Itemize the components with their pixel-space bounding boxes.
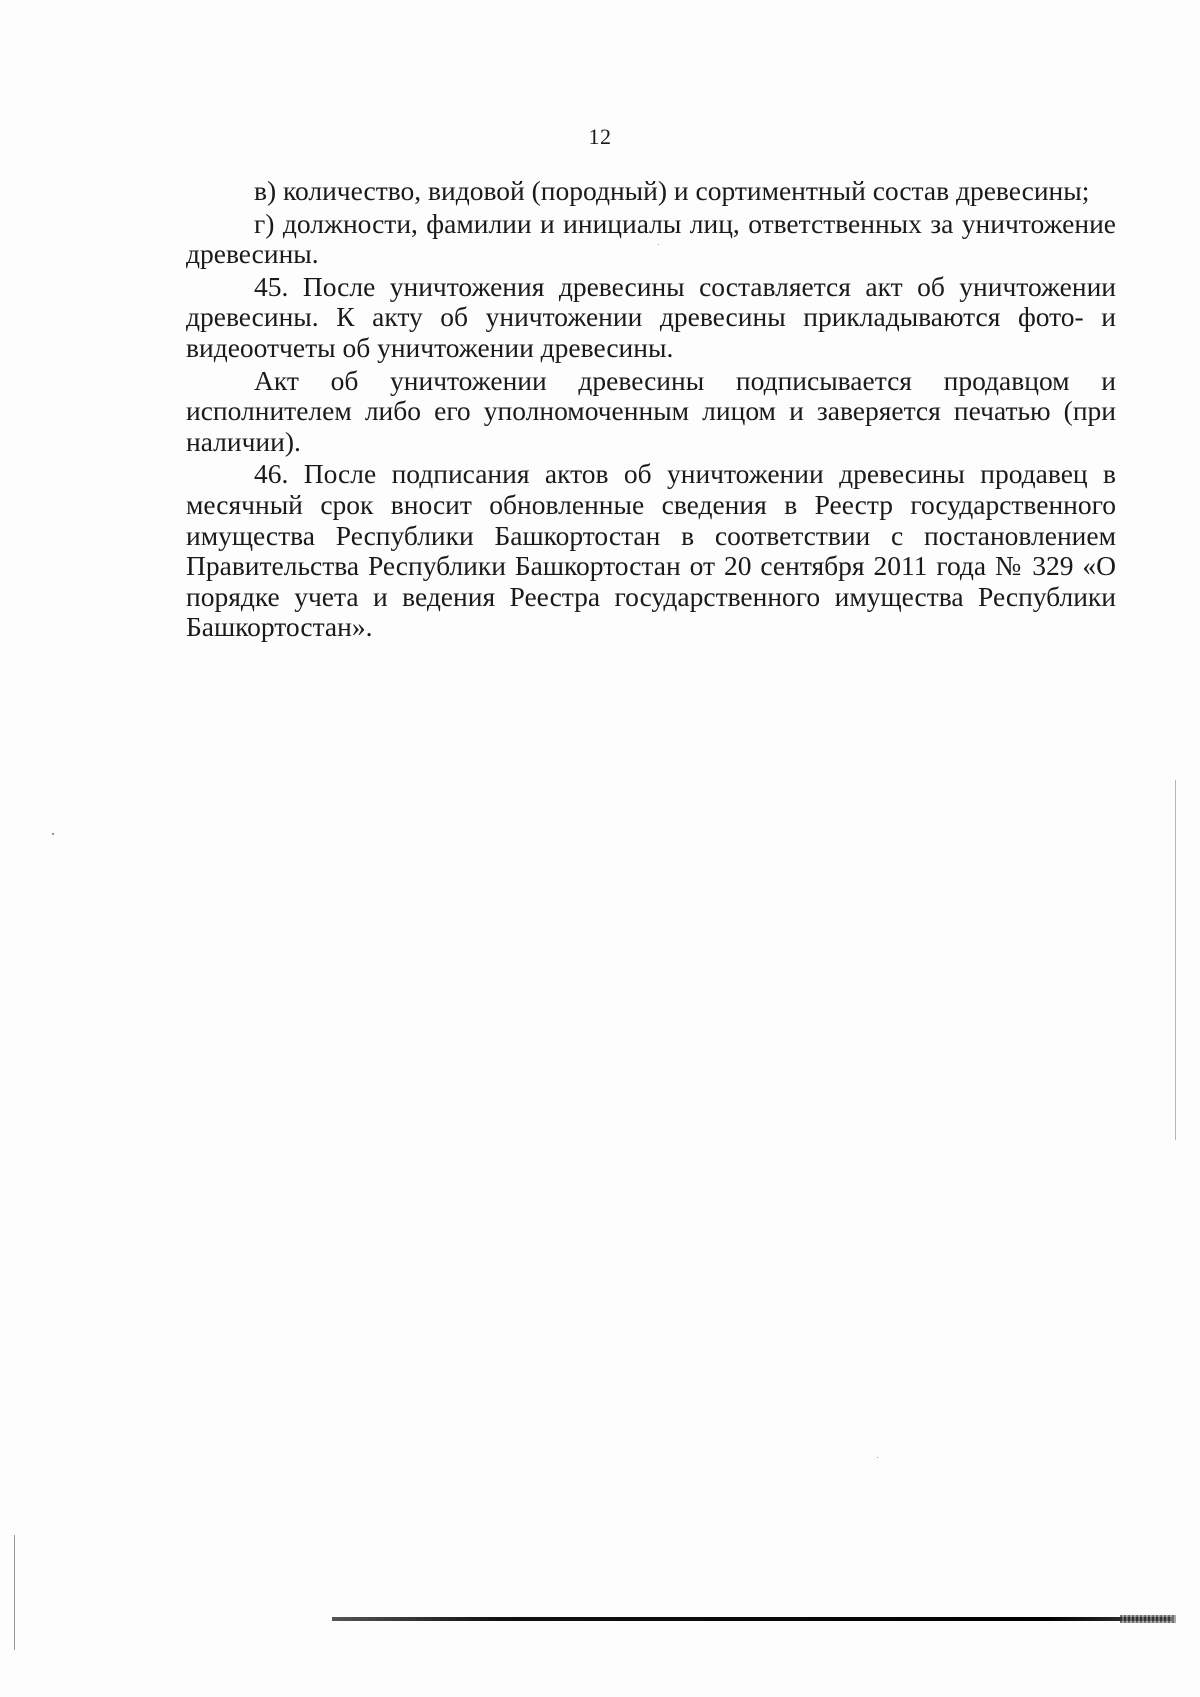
scan-artifact-bottom-noise xyxy=(1120,1615,1176,1623)
page-number: 12 xyxy=(588,124,612,149)
scan-speck xyxy=(52,833,54,835)
scan-artifact-right-edge xyxy=(1175,780,1176,1140)
paragraph-item-v: в) количество, видовой (породный) и сортиментный состав древесины; xyxy=(254,175,1090,206)
paragraph-clause-46: 46. После подписания актов об уничтожении древесины продавец в месячный срок вносит обновленные сведения в Реестр государственного имущества Республики Башкортостан в соответствии с постановлением Правительства Республики Башкортостан от 20 сентября 2011 года № 329 «О порядке учета и ведения Реестра государственного имущества Республики Башкортостан». xyxy=(186,458,1116,643)
scan-artifact-left-edge xyxy=(14,1535,15,1650)
document-body xyxy=(186,176,1116,643)
paragraph-act-signing: Акт об уничтожении древесины подписывается продавцом и исполнителем либо его уполномоченным лицом и заверяется печатью (при наличии). xyxy=(186,364,1116,457)
scan-speck xyxy=(658,244,659,245)
scan-artifact-bottom-line xyxy=(332,1617,1172,1621)
paragraph-clause-45: 45. После уничтожения древесины составляется акт об уничтожении древесины. К акту об уничтожении древесины прикладываются фото- и видеоотчеты об уничтожении древесины. xyxy=(186,270,1116,363)
paragraph-item-g: г) должности, фамилии и инициалы лиц, ответственных за уничтожение древесины. xyxy=(186,207,1116,270)
scan-speck xyxy=(877,1457,878,1458)
